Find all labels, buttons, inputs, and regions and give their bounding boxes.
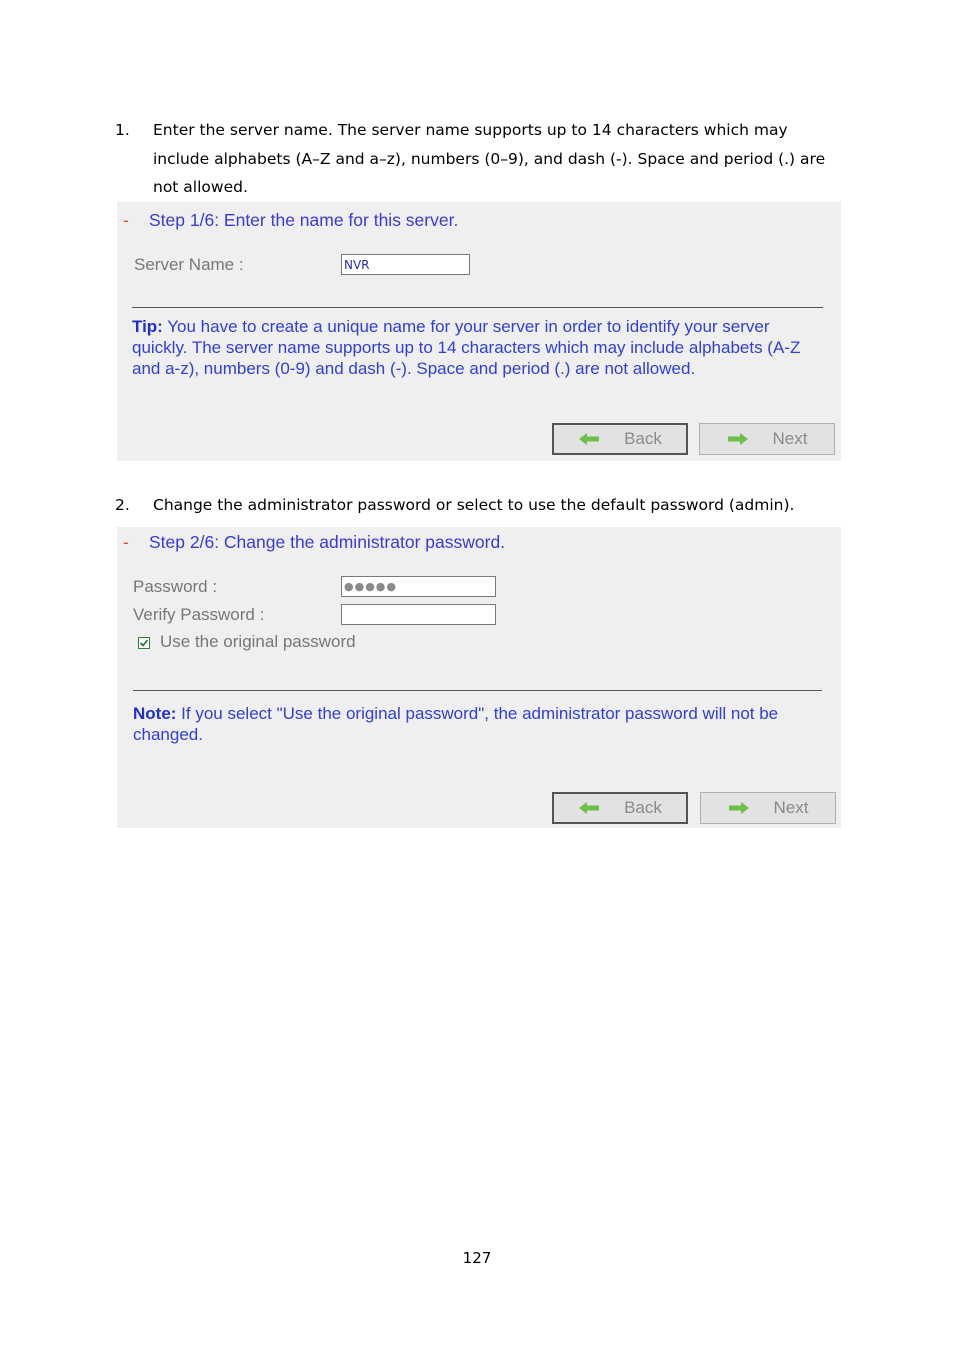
arrow-left-icon — [578, 801, 600, 815]
use-original-password-checkbox[interactable] — [138, 637, 150, 649]
note-body: If you select "Use the original password", the administrator password will not be changed. — [133, 704, 779, 744]
use-original-password-label[interactable]: Use the original password — [160, 632, 356, 651]
next-button[interactable] — [699, 423, 835, 455]
verify-password-input[interactable] — [341, 604, 496, 625]
back-label: Back — [624, 429, 662, 448]
page-number: 127 — [462, 1249, 492, 1267]
back-button[interactable] — [552, 423, 688, 455]
password-label: Password : — [133, 577, 218, 596]
password-input[interactable]: ●●●●● — [341, 576, 496, 597]
divider — [133, 690, 822, 691]
divider — [132, 307, 823, 308]
next-label: Next — [773, 798, 809, 817]
verify-password-label: Verify Password : — [133, 605, 265, 624]
back-button[interactable] — [552, 792, 688, 824]
step-title-text: Step 1/6: Enter the name for this server. — [149, 210, 459, 230]
wizard-step1-panel — [117, 202, 841, 461]
note-text — [133, 703, 823, 745]
tip-text — [132, 316, 822, 379]
next-button[interactable] — [700, 792, 836, 824]
tip-label: Tip: — [132, 317, 163, 336]
step-title-text: Step 2/6: Change the administrator password. — [149, 532, 506, 552]
arrow-left-icon — [578, 432, 600, 446]
note-label: Note: — [133, 704, 177, 723]
item-number: 1. — [115, 121, 130, 139]
collapse-toggle[interactable]: - — [123, 532, 129, 552]
instruction-item-1 — [115, 116, 845, 202]
step-title — [123, 210, 458, 231]
next-label: Next — [772, 429, 808, 448]
collapse-toggle[interactable]: - — [123, 210, 129, 230]
server-name-input[interactable]: NVR — [341, 254, 470, 275]
arrow-right-icon — [727, 432, 749, 446]
arrow-right-icon — [728, 801, 750, 815]
item-text: Change the administrator password or select to use the default password (admin). — [153, 496, 795, 514]
instruction-item-2 — [115, 491, 845, 520]
item-text: Enter the server name. The server name supports up to 14 characters which may include alphabets (A–Z and a–z), numbers (0–9), and dash (-). Space and period (.) are not allowed. — [153, 121, 826, 196]
item-number: 2. — [115, 496, 130, 514]
step-title — [123, 532, 505, 553]
wizard-step2-panel — [117, 527, 841, 828]
tip-body: You have to create a unique name for your server in order to identify your server quickly. The server name supports up to 14 characters which may include alphabets (A-Z and a-z), numbers (0-9) and dash (-). Space and period (.) are not allowed. — [132, 317, 801, 378]
checkmark-icon — [139, 638, 149, 648]
back-label: Back — [624, 798, 662, 817]
server-name-label: Server Name : — [134, 255, 244, 274]
